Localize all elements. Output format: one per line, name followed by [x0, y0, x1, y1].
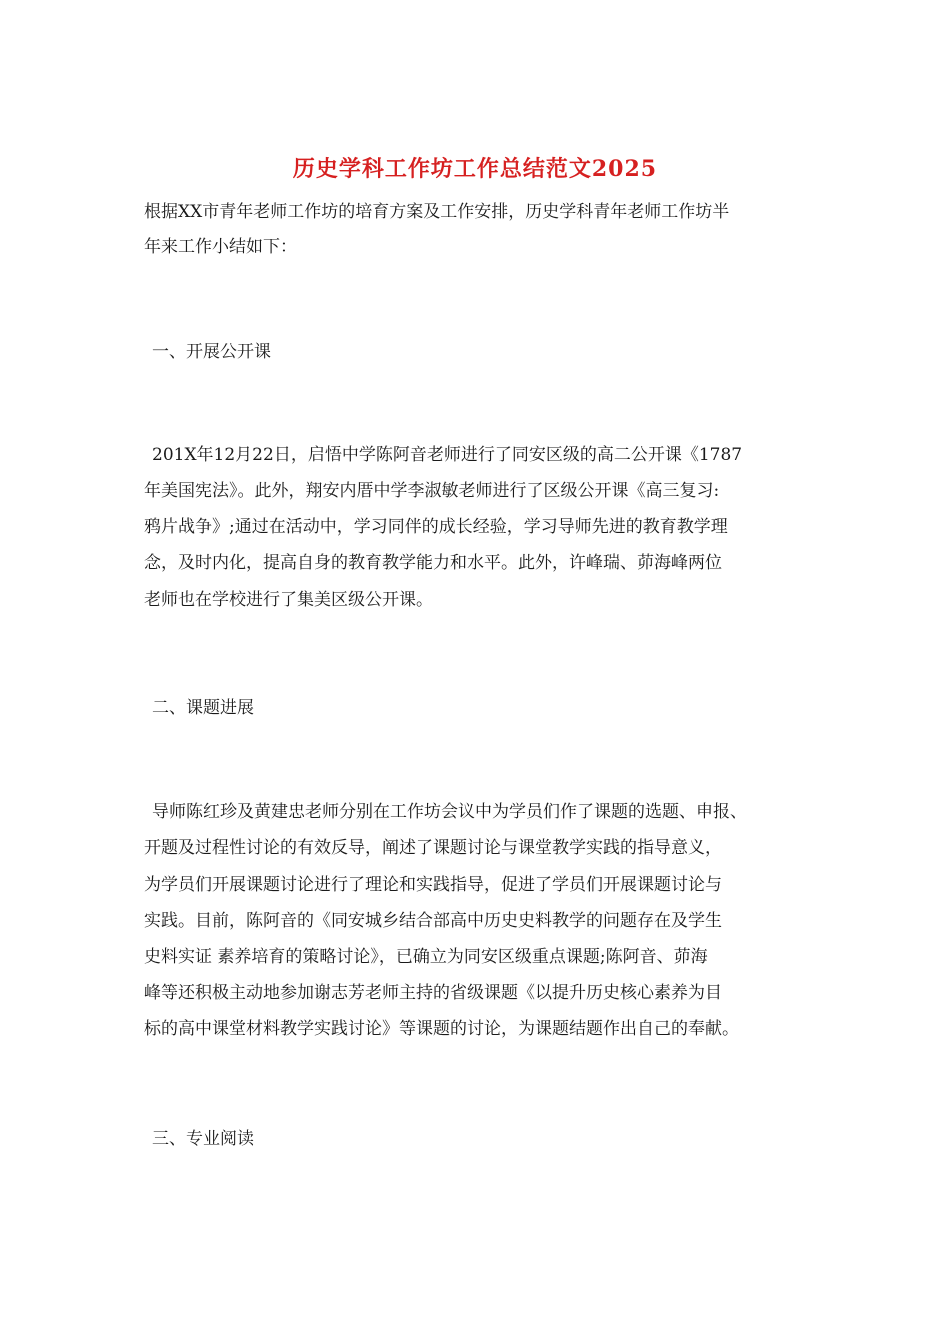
paragraph-line: 鸦片战争》;通过在活动中，学习同伴的成长经验，学习导师先进的教育教学理	[144, 517, 728, 537]
section-heading-3: 三、专业阅读	[152, 1129, 254, 1149]
paragraph-line: 开题及过程性讨论的有效反导，阐述了课题讨论与课堂教学实践的指导意义，	[144, 838, 722, 858]
document-title: 历史学科工作坊工作总结范文2025	[292, 156, 658, 182]
paragraph-line: 为学员们开展课题讨论进行了理论和实践指导，促进了学员们开展课题讨论与	[144, 875, 722, 895]
paragraph-line: 史料实证 素养培育的策略讨论》，已确立为同安区级重点课题;陈阿音、茆海	[144, 947, 708, 967]
intro-line: 根据XX市青年老师工作坊的培育方案及工作安排，历史学科青年老师工作坊半	[144, 202, 730, 222]
intro-line: 年来工作小结如下：	[144, 237, 297, 257]
paragraph-line: 年美国宪法》。此外，翔安内厝中学李淑敏老师进行了区级公开课《高三复习:	[144, 481, 720, 501]
paragraph-line: 实践。目前，陈阿音的《同安城乡结合部高中历史史料教学的问题存在及学生	[144, 911, 722, 931]
section-heading-1: 一、开展公开课	[152, 342, 271, 362]
paragraph-line: 导师陈红珍及黄建忠老师分别在工作坊会议中为学员们作了课题的选题、申报、	[152, 802, 747, 822]
paragraph-line: 老师也在学校进行了集美区级公开课。	[144, 590, 433, 610]
paragraph-line: 201X年12月22日，启悟中学陈阿音老师进行了同安区级的高二公开课《1787	[152, 445, 743, 465]
section-heading-2: 二、课题进展	[152, 698, 254, 718]
paragraph-line: 念，及时内化，提高自身的教育教学能力和水平。此外，许峰瑞、茆海峰两位	[144, 553, 722, 573]
paragraph-line: 峰等还积极主动地参加谢志芳老师主持的省级课题《以提升历史核心素养为目	[144, 983, 722, 1003]
paragraph-line: 标的高中课堂材料教学实践讨论》等课题的讨论，为课题结题作出自己的奉献。	[144, 1019, 739, 1039]
